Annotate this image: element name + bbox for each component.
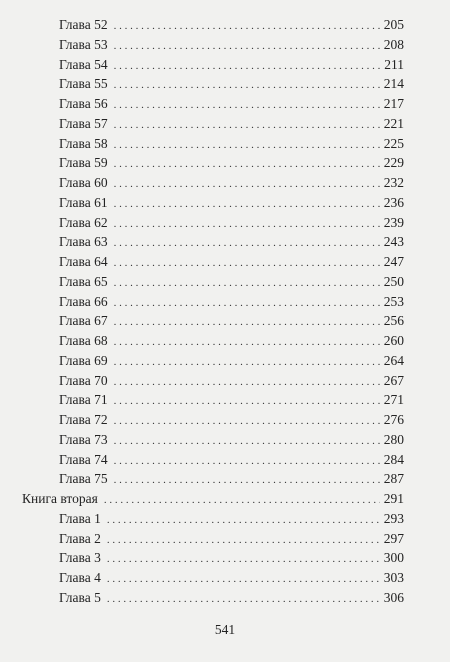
toc-entry-label: Глава 52 xyxy=(59,17,108,32)
toc-chapter-entry xyxy=(22,450,404,470)
dot-leader xyxy=(107,531,380,551)
toc-entry-page: 291 xyxy=(383,491,404,506)
toc-chapter-entry xyxy=(22,311,404,331)
dot-leader xyxy=(114,392,380,412)
toc-chapter-entry xyxy=(22,55,404,75)
toc-entry-label: Глава 66 xyxy=(59,293,108,309)
toc-entry-page: 287 xyxy=(383,471,404,487)
toc-entry-page: 250 xyxy=(383,273,404,289)
dot-leader xyxy=(114,373,380,393)
toc-entry-page: 303 xyxy=(383,570,404,585)
dot-leader xyxy=(107,550,380,570)
toc-entry-label: Глава 60 xyxy=(59,175,108,190)
toc-chapter-entry xyxy=(22,568,404,588)
dot-leader xyxy=(114,57,380,77)
toc-entry-page: 306 xyxy=(383,589,404,605)
toc-entry-page: 276 xyxy=(383,412,404,427)
toc-entry-label: Глава 59 xyxy=(59,155,108,171)
dot-leader xyxy=(114,116,380,136)
toc-entry-page: 280 xyxy=(383,431,404,447)
dot-leader xyxy=(114,215,380,235)
dot-leader xyxy=(114,234,380,254)
toc-entry-label: Глава 69 xyxy=(59,352,108,368)
toc-entry-label: Глава 68 xyxy=(59,333,108,348)
toc-chapter-entry xyxy=(22,272,404,292)
dot-leader xyxy=(114,353,380,373)
toc-entry-page: 205 xyxy=(383,17,404,32)
toc-chapter-entry xyxy=(22,331,404,351)
toc-entry-label: Глава 55 xyxy=(59,76,108,92)
toc-entry-label: Глава 3 xyxy=(59,550,101,566)
toc-chapter-entry xyxy=(22,548,404,568)
toc-chapter-entry xyxy=(22,469,404,489)
toc-entry-page: 232 xyxy=(383,175,404,190)
toc-chapter-entry xyxy=(22,430,404,450)
toc-entry-label: Глава 56 xyxy=(59,96,108,111)
toc-entry-label: Глава 72 xyxy=(59,412,108,427)
toc-chapter-entry xyxy=(22,213,404,233)
toc-entry-page: 260 xyxy=(383,333,404,348)
toc-entry-label: Глава 1 xyxy=(59,510,101,526)
dot-leader xyxy=(114,452,380,472)
toc-entry-page: 214 xyxy=(383,76,404,92)
dot-leader xyxy=(107,511,380,531)
toc-entry-label: Глава 63 xyxy=(59,234,108,250)
table-of-contents xyxy=(22,15,404,608)
dot-leader xyxy=(107,590,380,610)
toc-entry-label: Глава 62 xyxy=(59,214,108,230)
toc-entry-page: 284 xyxy=(383,451,404,467)
toc-entry-label: Глава 71 xyxy=(59,392,108,408)
toc-entry-label: Глава 73 xyxy=(59,431,108,447)
toc-chapter-entry xyxy=(22,588,404,608)
toc-book-entry xyxy=(22,489,404,509)
toc-entry-page: 221 xyxy=(383,115,404,131)
dot-leader xyxy=(114,136,380,156)
toc-entry-page: 271 xyxy=(383,392,404,408)
toc-entry-page: 253 xyxy=(383,293,404,309)
dot-leader xyxy=(114,254,380,274)
dot-leader xyxy=(114,313,380,333)
toc-chapter-entry xyxy=(22,390,404,410)
dot-leader xyxy=(114,471,380,491)
toc-chapter-entry xyxy=(22,252,404,272)
dot-leader xyxy=(114,274,380,294)
toc-entry-label: Глава 2 xyxy=(59,530,101,546)
toc-entry-page: 229 xyxy=(383,155,404,171)
toc-chapter-entry xyxy=(22,529,404,549)
toc-chapter-entry xyxy=(22,292,404,312)
toc-entry-label: Глава 64 xyxy=(59,254,108,269)
toc-chapter-entry xyxy=(22,15,404,35)
toc-chapter-entry xyxy=(22,371,404,391)
toc-chapter-entry xyxy=(22,173,404,193)
dot-leader xyxy=(114,37,380,57)
toc-chapter-entry xyxy=(22,134,404,154)
toc-entry-page: 225 xyxy=(383,135,404,151)
toc-entry-page: 264 xyxy=(383,352,404,368)
toc-chapter-entry xyxy=(22,74,404,94)
dot-leader xyxy=(114,432,380,452)
dot-leader xyxy=(114,155,380,175)
dot-leader xyxy=(114,333,380,353)
toc-entry-page: 239 xyxy=(383,214,404,230)
toc-entry-label: Глава 61 xyxy=(59,194,108,210)
toc-entry-page: 208 xyxy=(383,36,404,52)
toc-entry-label: Глава 65 xyxy=(59,273,108,289)
toc-entry-label: Глава 74 xyxy=(59,451,108,467)
toc-entry-page: 217 xyxy=(383,96,404,111)
toc-chapter-entry xyxy=(22,114,404,134)
toc-chapter-entry xyxy=(22,35,404,55)
toc-chapter-entry xyxy=(22,351,404,371)
toc-entry-page: 256 xyxy=(383,313,404,329)
dot-leader xyxy=(114,175,380,195)
toc-entry-page: 297 xyxy=(383,530,404,546)
dot-leader xyxy=(114,412,380,432)
toc-entry-label: Глава 54 xyxy=(59,56,108,72)
toc-entry-page: 247 xyxy=(383,254,404,269)
dot-leader xyxy=(114,195,380,215)
dot-leader xyxy=(107,570,380,590)
page-number: 541 xyxy=(214,622,236,637)
toc-entry-label: Глава 70 xyxy=(59,372,108,388)
toc-chapter-entry xyxy=(22,94,404,114)
dot-leader xyxy=(114,294,380,314)
toc-chapter-entry xyxy=(22,193,404,213)
dot-leader xyxy=(104,491,380,511)
toc-chapter-entry xyxy=(22,232,404,252)
toc-entry-label: Глава 5 xyxy=(59,589,101,605)
toc-entry-label: Глава 75 xyxy=(59,471,108,487)
toc-entry-label: Глава 53 xyxy=(59,36,108,52)
toc-entry-page: 236 xyxy=(383,194,404,210)
toc-entry-page: 293 xyxy=(383,510,404,526)
toc-entry-label: Глава 57 xyxy=(59,115,108,131)
dot-leader xyxy=(114,76,380,96)
toc-entry-page: 267 xyxy=(383,372,404,388)
toc-entry-label: Глава 58 xyxy=(59,135,108,151)
toc-entry-page: 300 xyxy=(383,550,404,566)
dot-leader xyxy=(114,17,380,37)
toc-entry-page: 211 xyxy=(384,56,404,72)
toc-entry-label: Глава 67 xyxy=(59,313,108,329)
toc-entry-label: Книга вторая xyxy=(22,491,98,506)
toc-chapter-entry xyxy=(22,410,404,430)
toc-entry-page: 243 xyxy=(383,234,404,250)
toc-chapter-entry xyxy=(22,509,404,529)
toc-entry-label: Глава 4 xyxy=(59,570,101,585)
toc-chapter-entry xyxy=(22,153,404,173)
dot-leader xyxy=(114,96,380,116)
